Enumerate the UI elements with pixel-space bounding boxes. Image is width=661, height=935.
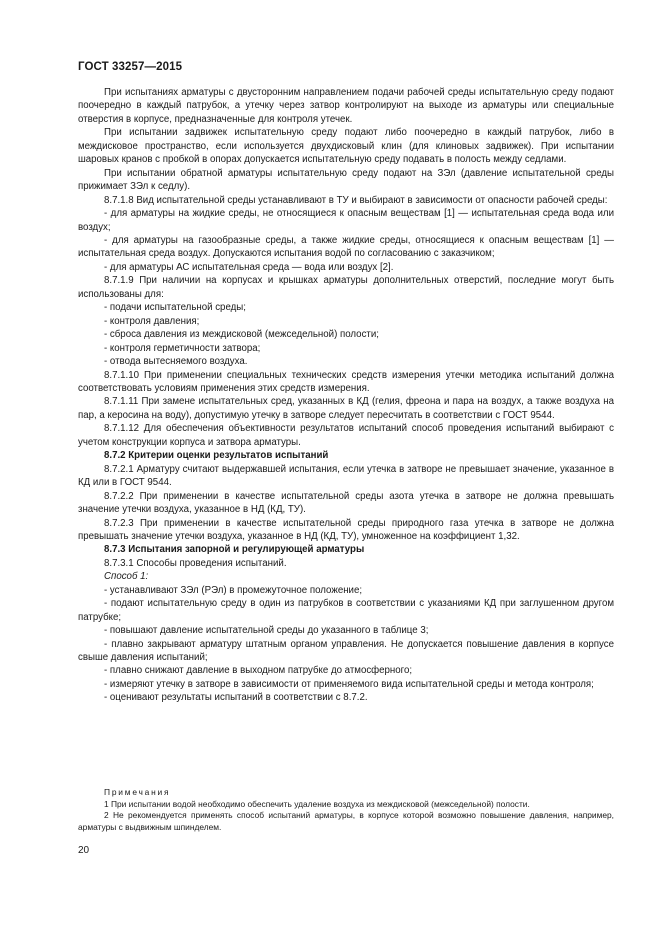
section-heading-8-7-2: 8.7.2 Критерии оценки результатов испытаний	[104, 450, 329, 462]
paragraph: При испытаниях арматуры с двусторонним направлением подачи рабочей среды испытательную среду подают поочередно в каждый патрубок, а утечку через затвор контролируют на выходе из арматуры или специальные отверстия в корпусе, предназначенные для контроля утечек.	[78, 87, 614, 125]
standard-header: ГОСТ 33257—2015	[78, 61, 183, 73]
clause-8-7-3-1: 8.7.3.1 Способы проведения испытаний.	[104, 557, 287, 569]
list-item: - для арматуры АС испытательная среда — вода или воздух [2].	[104, 261, 394, 273]
list-item: - плавно закрывают арматуру штатным органом управления. Не допускается повышение давления в корпусе свыше давления испытаний;	[78, 638, 614, 664]
page-number: 20	[78, 845, 90, 856]
list-item: - отвода вытесняемого воздуха.	[104, 356, 248, 368]
list-item: - повышают давление испытательной среды до указанного в таблице 3;	[104, 625, 429, 637]
clause-8-7-2-2: 8.7.2.2 При применении в качестве испытательной среды азота утечка в затворе не должна превышать значение утечки воздуха, указанное в НД (КД, ТУ).	[78, 490, 614, 516]
list-item: - плавно снижают давление в выходном патрубке до атмосферного;	[104, 665, 413, 677]
clause-8-7-1-11: 8.7.1.11 При замене испытательных сред, указанных в КД (гелия, фреона и пара на воздух, а также воздуха на пар, а керосина на воду), допустимую утечку в затворе следует пересчитать в соответствии с ГОСТ 9544.	[78, 396, 614, 421]
list-item: - сброса давления из междисковой (межседельной) полости;	[104, 329, 379, 341]
clause-8-7-1-10: 8.7.1.10 При применении специальных технических средств измерения утечки методика испытаний должна соответствовать условиям применения этих средств измерения.	[78, 369, 614, 394]
clause-8-7-1-8: 8.7.1.8 Вид испытательной среды устанавливают в ТУ и выбирают в зависимости от опасности рабочей среды:	[104, 194, 608, 206]
list-item: - измеряют утечку в затворе в зависимости от применяемого вида испытательной среды и метода контроля;	[104, 678, 594, 690]
document-body	[78, 86, 614, 705]
section-heading-8-7-3: 8.7.3 Испытания запорной и регулирующей арматуры	[104, 544, 365, 556]
clause-8-7-2-3: 8.7.2.3 При применении в качестве испытательной среды природного газа утечка в затворе не должна превышать значение утечки воздуха, указанное в НД (КД, ТУ), умноженное на коэффициент 1,32.	[78, 517, 614, 542]
list-item: - устанавливают ЗЭл (РЭл) в промежуточное положение;	[104, 584, 363, 596]
note-item: 2 Не рекомендуется применять способ испытаний арматуры, в корпусе которой возможно повышение давления, например, арматуры с выдвижным шпинделем.	[78, 810, 614, 832]
list-item: - контроля герметичности затвора;	[104, 342, 261, 354]
clause-8-7-2-1: 8.7.2.1 Арматуру считают выдержавшей испытания, если утечка в затворе не превышает значение, указанное в КД или в ГОСТ 9544.	[78, 463, 614, 489]
list-item: - оценивают результаты испытаний в соответствии с 8.7.2.	[104, 692, 368, 704]
list-item: - для арматуры на жидкие среды, не относящиеся к опасным веществам [1] — испытательная среда вода или воздух;	[78, 208, 614, 233]
clause-8-7-1-12: 8.7.1.12 Для обеспечения объективности результатов испытаний способ проведения испытаний выбирают с учетом конструкции корпуса и затвора арматуры.	[78, 423, 614, 448]
notes-block	[78, 787, 614, 833]
note-item: 1 При испытании водой необходимо обеспечить удаление воздуха из междисковой (межседельной) полости.	[104, 798, 530, 809]
list-item: - контроля давления;	[104, 315, 200, 327]
list-item: - подачи испытательной среды;	[104, 302, 246, 314]
paragraph: При испытании задвижек испытательную среду подают либо поочередно в каждый патрубок, либо в междисковое пространство, если используется двухдисковый клин (для клиновых задвижек). При испытании шаровых кранов с пробкой в опорах допускается испытательную среду подавать в полость между седлами.	[78, 127, 614, 166]
list-item: - для арматуры на газообразные среды, а также жидкие среды, относящиеся к опасным веществам [1] — испытательная среда воздух. Допускаются испытания водой по согласованию с заказчиком;	[78, 234, 614, 260]
paragraph: При испытании обратной арматуры испытательную среду подают на ЗЭл (давление испытательной среды прижимает ЗЭл к седлу).	[78, 167, 614, 193]
method-label: Способ 1:	[104, 571, 149, 583]
clause-8-7-1-9: 8.7.1.9 При наличии на корпусах и крышках арматуры дополнительных отверстий, последние могут быть использованы для:	[78, 275, 614, 300]
list-item: - подают испытательную среду в один из патрубков в соответствии с указаниями КД при заглушенном другом патрубке;	[78, 598, 614, 623]
notes-title: Примечания	[104, 787, 171, 797]
